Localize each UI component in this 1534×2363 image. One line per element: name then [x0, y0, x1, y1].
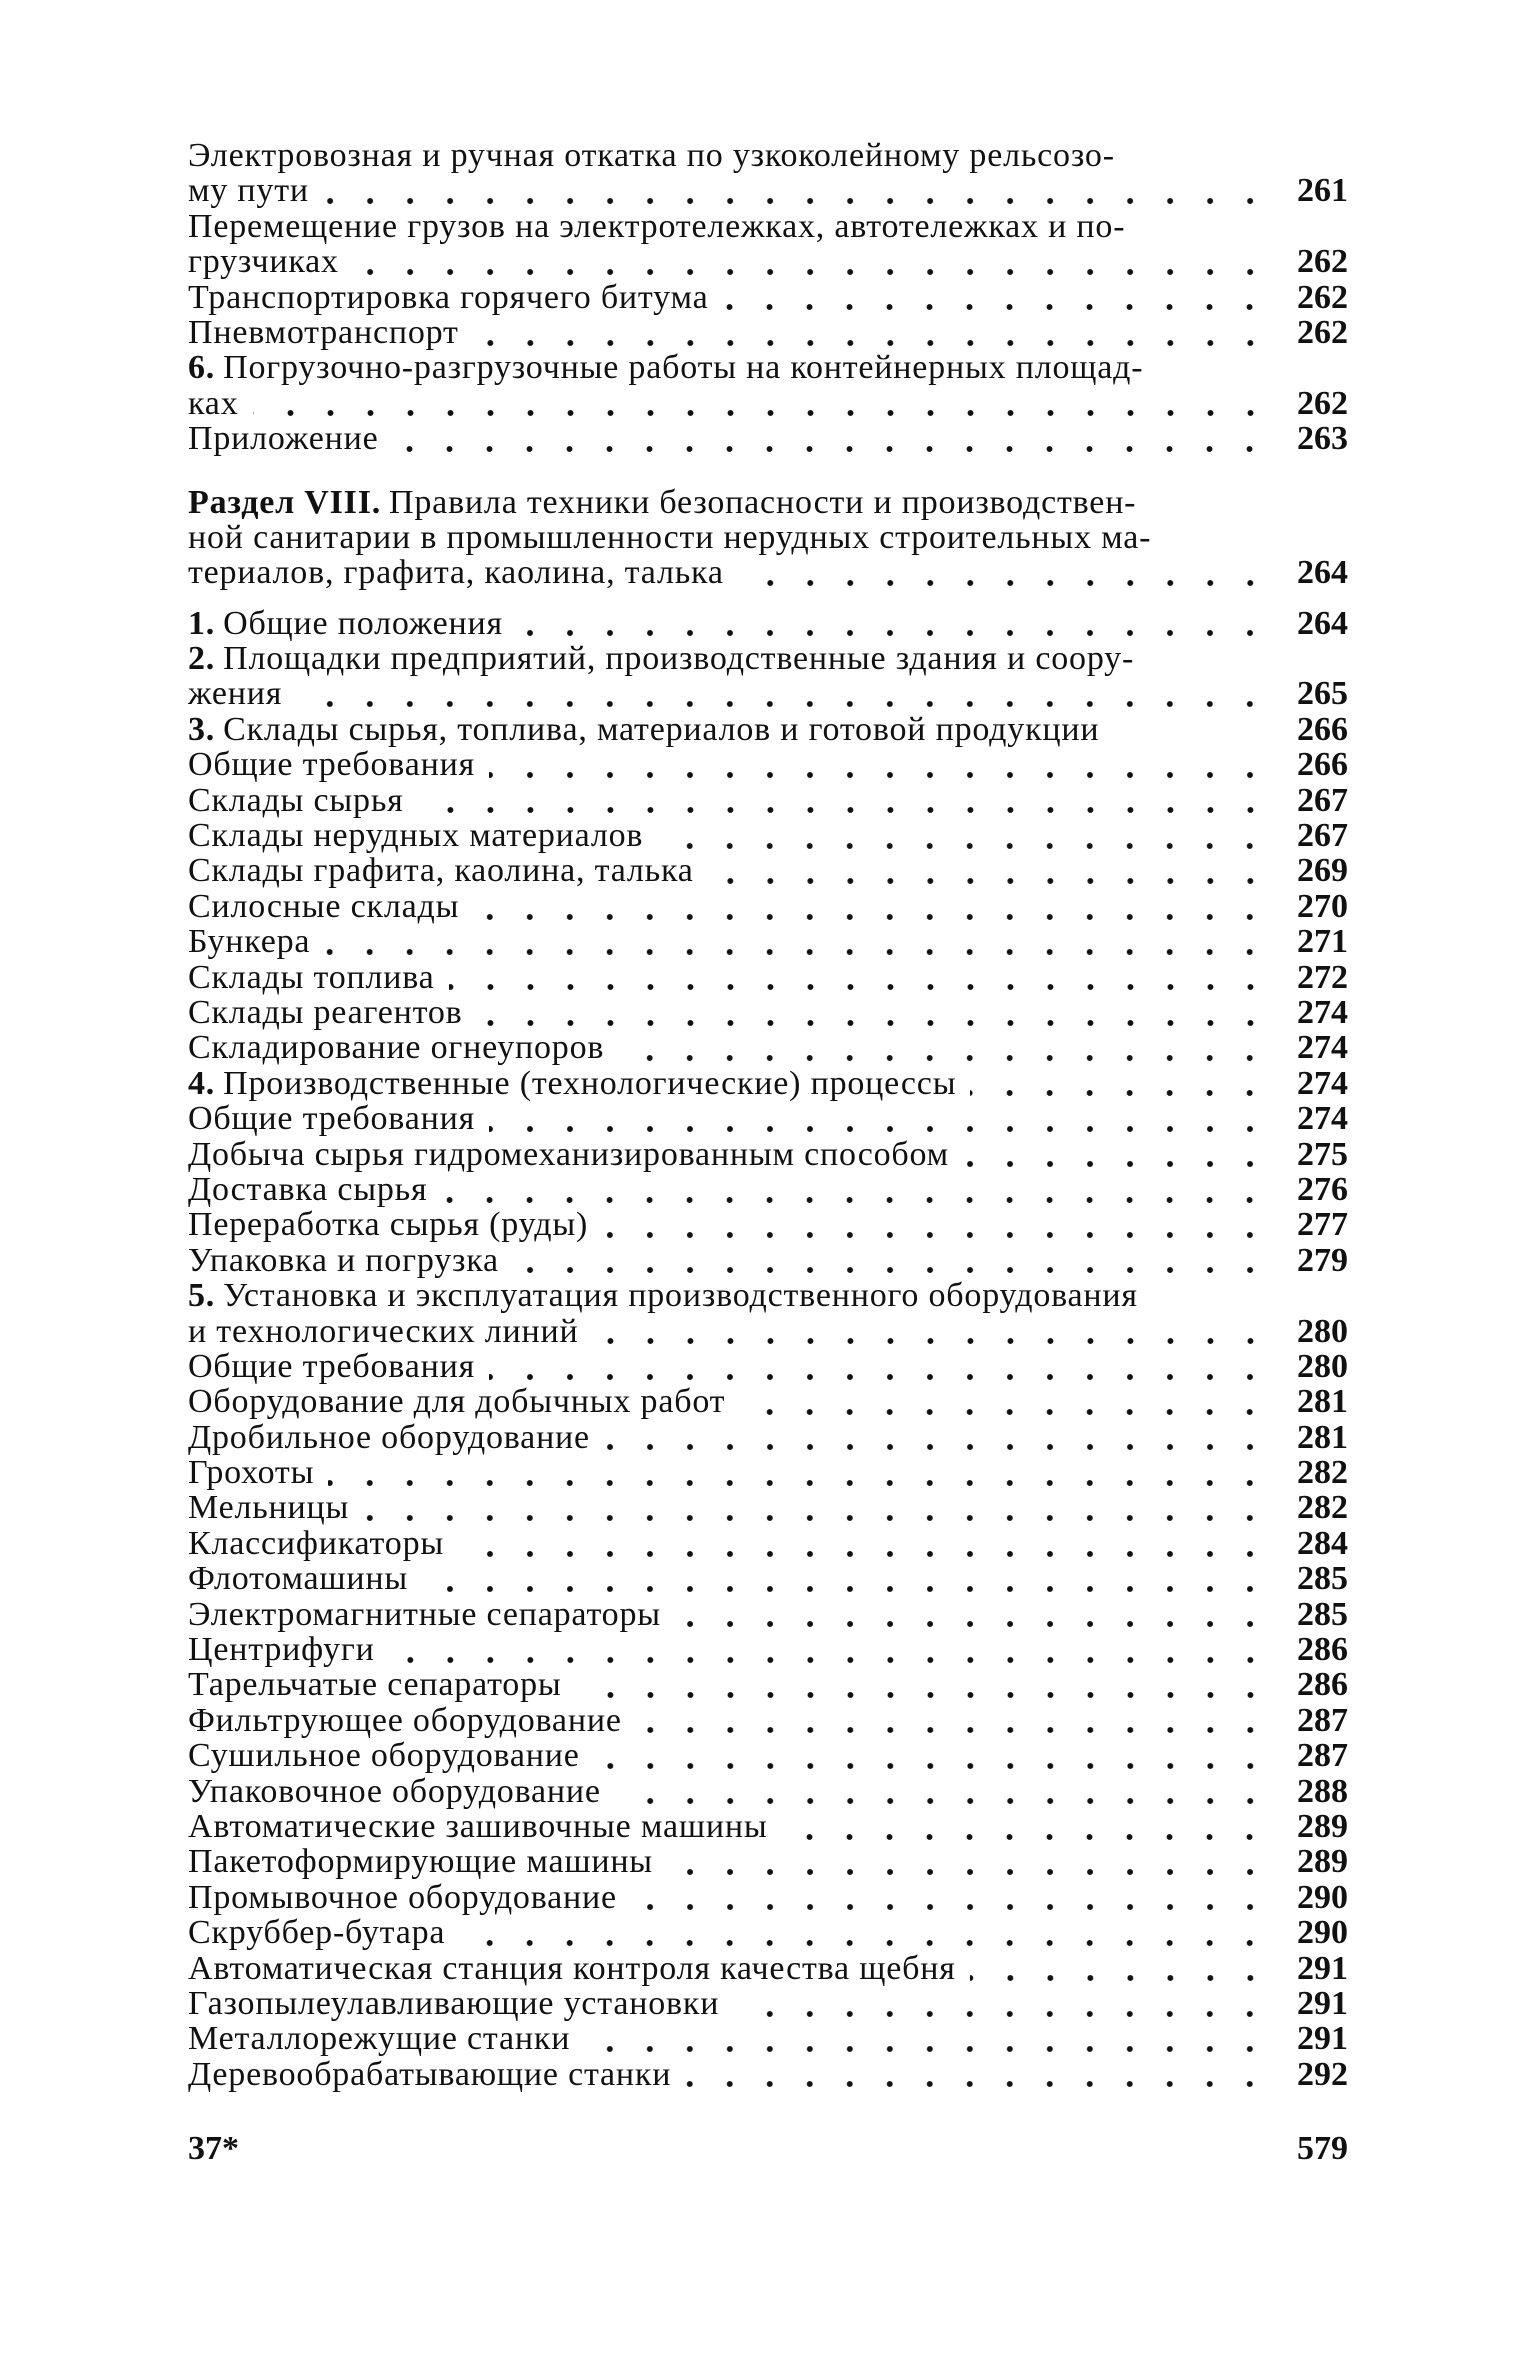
toc-entry: [188, 853, 1348, 888]
toc-entry-line: [188, 747, 1348, 782]
entry-title-text: Склады сырья: [188, 781, 404, 819]
dot-leader: [449, 982, 1270, 992]
toc-entry-line: [188, 315, 1348, 350]
entry-page-number: 274: [1297, 1029, 1348, 1067]
entry-title-text: Общие требования: [188, 746, 476, 784]
entry-title-text: Правила техники безопасности и производствен-: [389, 483, 1137, 521]
entry-title-text: Упаковочное оборудование: [188, 1772, 601, 1810]
dot-leader: [418, 805, 1270, 815]
entry-page-number: 271: [1297, 923, 1348, 961]
toc-entry: [188, 1384, 1348, 1419]
entry-page-number: 286: [1297, 1666, 1348, 1704]
toc-entry: [188, 1986, 1348, 2021]
toc-entry-line: [188, 1137, 1348, 1172]
toc-entry: [188, 818, 1348, 853]
dot-leader: [253, 408, 1271, 418]
toc-entry: [188, 421, 1348, 456]
toc-entry-line: [188, 1561, 1348, 1596]
entry-title-text: Электровозная и ручная откатка по узкоколейному рельсозо-: [188, 137, 1115, 174]
toc-entry-line: [188, 606, 1348, 641]
dot-leader: [631, 1902, 1270, 1912]
entry-title-text: Складирование огнеупоров: [188, 1029, 605, 1067]
entry-title-text: Упаковка и погрузка: [188, 1241, 499, 1279]
dot-leader: [615, 1796, 1270, 1806]
toc-entry: [188, 315, 1348, 350]
entry-page-number: 289: [1297, 1843, 1348, 1881]
toc-entry: [188, 1526, 1348, 1561]
entry-title-text: Установка и эксплуатация производственного оборудования: [223, 1277, 1138, 1315]
entry-title-text: Доставка сырья: [188, 1170, 428, 1208]
toc-entry-line: [188, 712, 1348, 747]
dot-leader: [970, 1088, 1270, 1098]
entry-title-text: Автоматические зашивочные машины: [188, 1807, 768, 1845]
entry-title-text: Общие требования: [188, 1347, 476, 1385]
toc-entry: [188, 1561, 1348, 1596]
entry-page-number: 292: [1297, 2055, 1348, 2093]
dot-leader: [477, 1018, 1270, 1028]
entry-title-text: Фильтрующее оборудование: [188, 1701, 622, 1739]
dot-leader: [604, 1442, 1270, 1452]
toc-entry-line: [188, 1880, 1348, 1915]
toc-entry: [188, 2021, 1348, 2056]
dot-leader: [738, 578, 1270, 588]
entry-title-text: Пакетоформирующие машины: [188, 1843, 653, 1881]
entry-title-text: и технологических линий: [188, 1312, 579, 1350]
dot-leader: [733, 2009, 1270, 2019]
entry-page-number: 262: [1297, 278, 1348, 316]
dot-leader: [459, 1938, 1270, 1948]
entry-number: 2.: [188, 640, 216, 678]
toc-entry-line: [188, 641, 1348, 676]
dot-leader: [363, 1513, 1270, 1523]
entry-title-text: Центрифуги: [188, 1631, 375, 1669]
toc-entry-line: [188, 1667, 1348, 1702]
toc-entry: [188, 960, 1348, 995]
entry-title-text: Транспортировка горячего битума: [188, 278, 709, 316]
entry-page-number: 285: [1297, 1595, 1348, 1633]
entry-page-number: 265: [1297, 675, 1348, 713]
toc-entry-line: [188, 1951, 1348, 1986]
toc-entry-line: [188, 1101, 1348, 1136]
entry-number: 4.: [188, 1064, 216, 1102]
toc-entry-line: [188, 676, 1348, 711]
toc-entry-line: [188, 924, 1348, 959]
dot-leader: [708, 876, 1270, 886]
entry-page-number: 291: [1297, 1949, 1348, 1987]
toc-entry-line: [188, 555, 1348, 590]
toc-entry-line: [188, 1774, 1348, 1809]
dot-leader: [970, 1973, 1270, 1983]
entry-title-text: Флотомашины: [188, 1560, 409, 1598]
entry-page-number: 272: [1297, 958, 1348, 996]
entry-page-number: 266: [1297, 746, 1348, 784]
toc-entry-line: [188, 995, 1348, 1030]
dot-leader: [722, 302, 1270, 312]
entry-page-number: 263: [1297, 420, 1348, 458]
entry-title-text: Дробильное оборудование: [188, 1418, 590, 1456]
toc-entry-line: [188, 818, 1348, 853]
toc-entry-line: [188, 1844, 1348, 1879]
toc-entry-line: [188, 1526, 1348, 1561]
toc-entry: [188, 924, 1348, 959]
toc-entry-line: [188, 1915, 1348, 1950]
dot-leader: [667, 1867, 1270, 1877]
toc-entry: [188, 1455, 1348, 1490]
dot-leader: [618, 1053, 1270, 1063]
toc-entry: [188, 1951, 1348, 1986]
toc-entry-line: [188, 244, 1348, 279]
toc-entry: [188, 1597, 1348, 1632]
entry-page-number: 291: [1297, 2020, 1348, 2058]
toc-entry-line: [188, 1030, 1348, 1065]
entry-page-number: 277: [1297, 1206, 1348, 1244]
toc-entry: [188, 1172, 1348, 1207]
toc-entry: [188, 1880, 1348, 1915]
toc-entry: [188, 1137, 1348, 1172]
toc-entry: [188, 1278, 1348, 1349]
toc-entry-line: [188, 1349, 1348, 1384]
entry-title-text: Газопылеулавливающие установки: [188, 1984, 720, 2022]
entry-page-number: 290: [1297, 1914, 1348, 1952]
toc-entry: [188, 606, 1348, 641]
dot-leader: [296, 699, 1270, 709]
entry-page-number: 270: [1297, 887, 1348, 925]
entry-title-text: Скруббер-бутара: [188, 1914, 446, 1952]
dot-leader: [675, 1619, 1270, 1629]
entry-number: 1.: [188, 604, 216, 642]
entry-title-text: Приложение: [188, 420, 379, 458]
entry-page-number: 291: [1297, 1984, 1348, 2022]
entry-page-number: 262: [1297, 313, 1348, 351]
toc-entry: [188, 747, 1348, 782]
toc-entry: [188, 783, 1348, 818]
entry-title-text: Тарельчатые сепараторы: [188, 1666, 562, 1704]
toc-entry: [188, 1632, 1348, 1667]
entry-page-number: 266: [1297, 710, 1348, 748]
toc-entry: [188, 280, 1348, 315]
table-of-contents: [188, 138, 1348, 2092]
entry-title-text: Пневмотранспорт: [188, 313, 459, 351]
entry-title-text: жения: [188, 675, 283, 713]
page-footer: [188, 2130, 1348, 2170]
dot-leader: [636, 1725, 1270, 1735]
entry-page-number: 287: [1297, 1701, 1348, 1739]
toc-entry-line: [188, 209, 1348, 244]
entry-page-number: 286: [1297, 1631, 1348, 1669]
entry-title-text: Перемещение грузов на электротележках, автотележках и по-: [188, 207, 1126, 245]
entry-page-number: 282: [1297, 1489, 1348, 1527]
entry-title-text: Классификаторы: [188, 1524, 445, 1562]
toc-entry: [188, 1101, 1348, 1136]
entry-title-text: Грохоты: [188, 1454, 315, 1492]
section-heading: [188, 485, 1348, 591]
dot-leader: [328, 1478, 1270, 1488]
entry-number: 5.: [188, 1277, 216, 1315]
toc-entry-line: [188, 960, 1348, 995]
dot-leader: [422, 1584, 1270, 1594]
entry-page-number: 276: [1297, 1170, 1348, 1208]
toc-entry: [188, 1066, 1348, 1101]
entry-page-number: 287: [1297, 1737, 1348, 1775]
entry-title-text: Мельницы: [188, 1489, 350, 1527]
toc-entry: [188, 1738, 1348, 1773]
entry-title-text: Погрузочно-разгрузочные работы на контейнерных площад-: [223, 349, 1144, 387]
entry-title-text: Силосные склады: [188, 887, 460, 925]
dot-leader: [602, 1230, 1270, 1240]
entry-page-number: 290: [1297, 1878, 1348, 1916]
entry-page-number: 284: [1297, 1524, 1348, 1562]
entry-page-number: 267: [1297, 781, 1348, 819]
toc-entry-line: [188, 1703, 1348, 1738]
dot-leader: [739, 1407, 1270, 1417]
dot-leader: [576, 1690, 1270, 1700]
toc-entry: [188, 1667, 1348, 1702]
entry-title-text: Общие требования: [188, 1100, 476, 1138]
dot-leader: [489, 770, 1270, 780]
dot-leader: [963, 1159, 1270, 1169]
entry-page-number: 267: [1297, 817, 1348, 855]
toc-entry-line: [188, 520, 1348, 555]
toc-entry-line: [188, 1986, 1348, 2021]
toc-entry-line: [188, 1597, 1348, 1632]
toc-entry: [188, 641, 1348, 712]
entry-title-text: Деревообрабатывающие станки: [188, 2055, 672, 2093]
toc-entry-line: [188, 2057, 1348, 2092]
entry-title-text: ной санитарии в промышленности нерудных строительных ма-: [188, 518, 1152, 556]
entry-title-text: Автоматическая станция контроля качества щебня: [188, 1949, 956, 1987]
entry-title-text: Производственные (технологические) процессы: [223, 1064, 957, 1102]
entry-page-number: 274: [1297, 993, 1348, 1031]
toc-entry-line: [188, 1066, 1348, 1101]
toc-entry: [188, 350, 1348, 421]
dot-leader: [473, 338, 1270, 348]
toc-entry-line: [188, 1314, 1348, 1349]
dot-leader: [353, 267, 1270, 277]
dot-leader: [781, 1832, 1270, 1842]
dot-leader: [513, 1265, 1270, 1275]
toc-entry-line: [188, 280, 1348, 315]
entry-page-number: 281: [1297, 1383, 1348, 1421]
toc-entry-line: [188, 853, 1348, 888]
toc-entry-line: [188, 350, 1348, 385]
entry-title-text: ках: [188, 384, 239, 422]
entry-title-text: Площадки предприятий, производственные здания и соору-: [223, 640, 1135, 678]
entry-title-text: Склады графита, каолина, талька: [188, 852, 694, 890]
entry-title-text: Промывочное оборудование: [188, 1878, 617, 1916]
entry-page-number: 281: [1297, 1418, 1348, 1456]
toc-entry: [188, 1703, 1348, 1738]
toc-entry-line: [188, 1172, 1348, 1207]
dot-leader: [489, 1124, 1270, 1134]
toc-entry: [188, 1774, 1348, 1809]
dot-leader: [324, 947, 1270, 957]
page-number: 579: [1297, 2130, 1348, 2167]
toc-entry-line: [188, 421, 1348, 456]
toc-entry-line: [188, 1490, 1348, 1525]
entry-page-number: 274: [1297, 1100, 1348, 1138]
toc-entry: [188, 138, 1348, 209]
entry-page-number: 262: [1297, 243, 1348, 281]
toc-entry: [188, 2057, 1348, 2092]
entry-title-text: териалов, графита, каолина, талька: [188, 554, 724, 592]
toc-entry: [188, 1809, 1348, 1844]
entry-title-text: Оборудование для добычных работ: [188, 1383, 726, 1421]
entry-title-text: Бункера: [188, 923, 311, 961]
entry-page-number: 279: [1297, 1241, 1348, 1279]
entry-page-number: 280: [1297, 1312, 1348, 1350]
entry-page-number: 285: [1297, 1560, 1348, 1598]
entry-page-number: 274: [1297, 1064, 1348, 1102]
toc-entry-line: [188, 138, 1348, 173]
entry-page-number: 261: [1297, 172, 1348, 210]
entry-title-text: Металлорежущие станки: [188, 2020, 571, 2058]
entry-title-text: Электромагнитные сепараторы: [188, 1595, 661, 1633]
toc-entry-line: [188, 1738, 1348, 1773]
entry-title-text: му пути: [188, 172, 309, 210]
dot-leader: [657, 841, 1270, 851]
toc-entry-line: [188, 1384, 1348, 1419]
toc-entry-line: [188, 386, 1348, 421]
toc-entry: [188, 1349, 1348, 1384]
entry-title-text: Переработка сырья (руды): [188, 1206, 589, 1244]
dot-leader: [389, 1655, 1270, 1665]
toc-entry-line: [188, 2021, 1348, 2056]
entry-title-text: грузчиках: [188, 243, 339, 281]
entry-page-number: 269: [1297, 852, 1348, 890]
entry-page-number: 275: [1297, 1135, 1348, 1173]
dot-leader: [473, 912, 1270, 922]
dot-leader: [593, 1336, 1270, 1346]
entry-number: 6.: [188, 349, 216, 387]
entry-page-number: 289: [1297, 1807, 1348, 1845]
entry-page-number: 280: [1297, 1347, 1348, 1385]
entry-page-number: 262: [1297, 384, 1348, 422]
section-gap: [188, 457, 1348, 485]
dot-leader: [458, 1549, 1270, 1559]
entry-title-text: Склады реагентов: [188, 993, 463, 1031]
entry-title-text: Общие положения: [223, 604, 503, 642]
toc-entry: [188, 889, 1348, 924]
entry-title-text: Сушильное оборудование: [188, 1737, 580, 1775]
toc-entry-line: [188, 1278, 1348, 1313]
dot-leader: [594, 1761, 1270, 1771]
toc-entry: [188, 1490, 1348, 1525]
toc-entry-line: [188, 1207, 1348, 1242]
signature-mark: 37*: [188, 2130, 239, 2167]
toc-entry-line: [188, 783, 1348, 818]
entry-title-text: Склады нерудных материалов: [188, 817, 644, 855]
dot-leader: [392, 444, 1270, 454]
toc-entry-line: [188, 889, 1348, 924]
toc-entry: [188, 1915, 1348, 1950]
dot-leader: [584, 2044, 1270, 2054]
dot-leader: [323, 196, 1270, 206]
toc-entry-line: [188, 1809, 1348, 1844]
entry-title-text: Склады сырья, топлива, материалов и готовой продукции: [223, 710, 1100, 748]
toc-entry: [188, 995, 1348, 1030]
section-label: Раздел VIII.: [188, 483, 382, 521]
toc-entry-line: [188, 1632, 1348, 1667]
entry-page-number: 264: [1297, 554, 1348, 592]
entry-title-text: Склады топлива: [188, 958, 435, 996]
toc-entry: [188, 1420, 1348, 1455]
entry-page-number: 288: [1297, 1772, 1348, 1810]
toc-entry: [188, 209, 1348, 280]
toc-entry: [188, 1243, 1348, 1278]
toc-entry-line: [188, 485, 1348, 520]
toc-entry-line: [188, 1455, 1348, 1490]
toc-entry: [188, 1030, 1348, 1065]
dot-leader: [685, 2079, 1270, 2089]
entry-page-number: 282: [1297, 1454, 1348, 1492]
toc-entry-line: [188, 1420, 1348, 1455]
entry-number: 3.: [188, 710, 216, 748]
entry-title-text: Добыча сырья гидромеханизированным способом: [188, 1135, 949, 1173]
toc-entry: [188, 712, 1348, 747]
dot-leader: [517, 628, 1270, 638]
entry-page-number: 264: [1297, 604, 1348, 642]
section-gap: [188, 591, 1348, 606]
toc-entry-line: [188, 1243, 1348, 1278]
toc-entry: [188, 1844, 1348, 1879]
dot-leader: [441, 1195, 1270, 1205]
dot-leader: [489, 1372, 1270, 1382]
toc-entry: [188, 1207, 1348, 1242]
toc-entry-line: [188, 173, 1348, 208]
